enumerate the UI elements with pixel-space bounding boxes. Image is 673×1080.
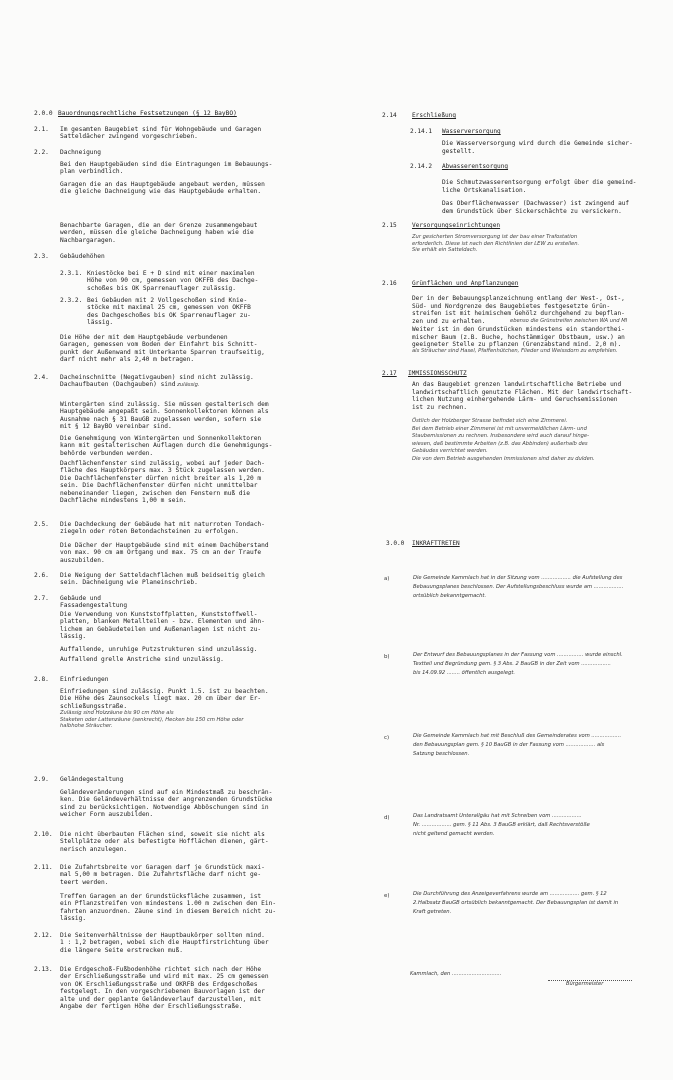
subsection-number: 2.3.2.	[60, 297, 83, 304]
section-text: Garagen die an das Hauptgebäude angebaut werden, müssen die gleiche Dachneigung wie das Hauptgebäude erhalten.	[60, 181, 265, 196]
section-number: 2.15	[382, 222, 397, 229]
section-text: Im gesamten Baugebiet sind für Wohngebäude und Garagen Satteldächer zwingend vorgeschrieben.	[60, 126, 262, 141]
entry-label-c: c)	[384, 735, 390, 741]
subsection-text: Kniestöcke bei E + D sind mit einer maximalen Höhe von 90 cm, gemessen von OKFFB des Dachge- schoßes bis OK Sparrenauflager zulässig.	[87, 270, 259, 292]
section-number: 2.2.	[34, 149, 49, 156]
section-title: Erschließung	[412, 112, 457, 119]
entry-label-b: b)	[384, 654, 390, 660]
section-text: Der in der Bebauungsplanzeichnung entlang der West-, Ost-, Süd- und Nordgrenze des Baugebietes festgesetzte Grün- streifen ist mit heimischem Gehölz durchgehend zu bepflan- zen und zu erhalten.	[412, 295, 625, 325]
section-number: 2.8.	[34, 676, 49, 683]
section-text: Die Genehmigung von Wintergärten und Sonnenkollektoren kann mit gestalterischen Auflagen durch die Genehmigungs- behörde verbunden werden.	[60, 435, 273, 457]
subsection-text: Die Wasserversorgung wird durch die Gemeinde sicher- gestellt.	[442, 140, 633, 155]
section-title: IMMISSIONSSCHUTZ	[408, 370, 467, 377]
section-number: 2.10.	[34, 831, 53, 838]
signature-role: Bürgermeister	[566, 981, 604, 987]
section-number: 2.7.	[34, 595, 49, 602]
section-number: 2.12.	[34, 932, 53, 939]
section-text: Die Dächer der Hauptgebäude sind mit einem Dachüberstand von max. 90 cm am Ortgang und max. 75 cm an der Traufe auszubilden.	[60, 542, 269, 564]
section-title: Grünflächen und Anpflanzungen	[412, 280, 519, 287]
handwritten-note: ebenso die Grünstreifen zwischen WA und MI	[510, 318, 628, 324]
section-text: Die nicht überbauten Flächen sind, soweit sie nicht als Stellplätze oder als befestigte Hofflächen dienen, gärt- nerisch anzulegen.	[60, 831, 269, 853]
section-number: 2.14	[382, 112, 397, 119]
subsection-title: Abwasserentsorgung	[442, 163, 509, 170]
section-number: 2.11.	[34, 864, 53, 871]
entry-text-a: Die Gemeinde Kammlach hat in der Sitzung vom .................. die Aufstellung des Bebauungsplanes beschlossen. Der Aufstellungsbeschluss wurde am .................. ortsüblich bekanntgemacht.	[413, 575, 624, 599]
section-title: Gebäudehöhen	[60, 253, 105, 260]
subsection-number: 2.14.1	[410, 128, 433, 135]
entry-text-e: Die Durchführung des Anzeigeverfahrens wurde am .................. gem. § 12 2.Halbsatz BauGB ortsüblich bekanntgemacht. Der Bebauungsplan ist damit in Kraft getreten.	[413, 891, 619, 915]
handwritten-note: Zulässig sind Holzzäune bis 90 cm Höhe als Staketen oder Lattenzäune (senkrecht), Hecken bis 150 cm Höhe oder halbhohe Sträucher.	[60, 710, 244, 730]
subsection-number: 2.14.2	[410, 163, 433, 170]
section-text: Einfriedungen sind zulässig. Punkt 1.5. ist zu beachten. Die Höhe des Zaunsockels liegt max. 20 cm über der Er- schließungsstraße.	[60, 688, 269, 710]
section-number: 2.3.	[34, 253, 49, 260]
section-number: 2.5.	[34, 521, 49, 528]
entry-label-e: e)	[384, 893, 390, 899]
section-title: Einfriedungen	[60, 676, 109, 683]
section-title: Geländegestaltung	[60, 776, 124, 783]
section-number: 2.16	[382, 280, 397, 287]
section-number: 2.9.	[34, 776, 49, 783]
section-number: 2.1.	[34, 126, 49, 133]
subsection-number: 2.3.1.	[60, 270, 83, 277]
section-text: Bei den Hauptgebäuden sind die Eintragungen im Bebauungs- plan verbindlich.	[60, 161, 273, 176]
section-text: Treffen Garagen an der Grundstücksfläche zusammen, ist ein Pflanzstreifen von mindestens 1.00 m zwischen den Ein- fahrten anzuordnen. Zäune sind in diesem Bereich nicht zu- lässig.	[60, 893, 277, 923]
section-text: Benachbarte Garagen, die an der Grenze zusammengebaut werden, müssen die gleiche Dachneigung haben wie die Nachbargaragen.	[60, 222, 258, 244]
section-text: Weiter ist in den Grundstücken mindestens ein standorthei- mischer Baum (z.B. Buche, hochstämmiger Obstbaum, usw.) an geeigneter Stelle zu pflanzen (Grenzabstand mind. 2,0 m).	[412, 326, 625, 349]
section-text: Die Erdgeschoß-Fußbodenhöhe richtet sich nach der Höhe der Erschließungsstraße und wird mit max. 25 cm gemessen von OK Erschließungsstraße und OKRFB des Erdgeschoßes festgelegt. In den vorgeschriebenen Bauvorlagen ist der alte und der geplante Geländeverlauf darzustellen, mit Angabe der fertigen Höhe der Erschließungsstraße.	[60, 966, 269, 1011]
section-number: 2.13.	[34, 966, 53, 973]
subsection-text: Das Oberflächenwasser (Dachwasser) ist zwingend auf dem Grundstück über Sickerschächte zu versickern.	[442, 200, 630, 215]
handwritten-note: als Sträucher sind Hasel, Pfaffenhütchen, Flieder und Weissdorn zu empfehlen.	[412, 348, 618, 354]
section-title: Bauordnungsrechtliche Festsetzungen (§ 12 BayBO)	[58, 110, 237, 117]
entry-text-d: Das Landratsamt Unterallgäu hat mit Schreiben vom .................. Nr. .................. gem. § 11 Abs. 3 BauGB erklärt, daß Rechtsverstöße nicht geltend gemacht werden.	[413, 813, 590, 837]
section-number: 2.0.0	[34, 110, 53, 117]
section-title: Dachneigung	[60, 149, 101, 156]
section-text: Dachflächenfenster sind zulässig, wobei auf jeder Dach- fläche des Hauptkörpers max. 3 Stück zugelassen werden. Die Dachflächenfenster dürfen nicht breiter als 1,20 m sein. Die Dachflächenfenster dürfen nicht unmittelbar nebeneinander liegen, zwischen den Fenstern muß die Dachfläche mindestens 1,00 m sein.	[60, 460, 265, 505]
section-text: Die Neigung der Satteldachflächen muß beidseitig gleich sein. Dachneigung wie Planeinschrieb.	[60, 572, 265, 587]
section-text: Die Höhe der mit dem Hauptgebäude verbundenen Garagen, gemessen vom Boden der Einfahrt bis Schnitt- punkt der Außenwand mit Unterkante Sparren traufseitig, darf nicht mehr als 2,40 m betragen.	[60, 334, 265, 364]
entry-label-a: a)	[384, 576, 390, 582]
section-text: Die Seitenverhältnisse der Hauptbaukörper sollten mind. 1 : 1,2 betragen, wobei sich die Hauptfirstrichtung über die längere Seite erstrecken muß.	[60, 932, 269, 954]
handwritten-note: zulässig.	[175, 382, 200, 389]
section-number: 3.0.0	[386, 540, 405, 547]
section-number: 2.17	[382, 370, 397, 377]
section-text: Wintergärten sind zulässig. Sie müssen gestalterisch dem Hauptgebäude angepaßt sein. Sonnenkollektoren können als Ausnahme nach § 31 BauGB zugelassen werden, sofern sie mit § 12 BayBO vereinbar sind.	[60, 401, 269, 431]
section-title: INKRAFTTRETEN	[412, 540, 460, 547]
signature-place-date: Kammlach, den ..............................	[410, 971, 502, 977]
subsection-text: Bei Gebäuden mit 2 Vollgeschoßen sind Knie- stöcke mit maximal 25 cm, gemessen von OKFFB des Dachgeschoßes bis OK Sparrenauflager zu- lässig.	[87, 297, 251, 327]
entry-text-b: Der Entwurf des Bebauungsplanes in der Fassung vom ................ wurde einschl. Textteil und Begründung gem. § 3 Abs. 2 BauGB in der Zeit vom .................. bis 14.09.92 ........ öffentlich ausgelegt.	[413, 652, 623, 676]
subsection-title: Wasserversorgung	[442, 128, 501, 135]
section-text: An das Baugebiet grenzen landwirtschaftliche Betriebe und landwirtschaftlich genutzte Flächen. Mit der landwirtschaft- lichen Nutzung einhergehende Lärm- und Geruchsemissionen ist zu rechnen.	[412, 381, 633, 411]
section-text: Auffallende, unruhige Putzstrukturen sind unzulässig.	[60, 646, 258, 653]
section-text: Die Verwendung von Kunststoffplatten, Kunststoffwell- platten, blanken Metallteilen - bzw. Elementen und ähn- lichem an Gebäudeteilen und Außenanlagen ist nicht zu- lässig.	[60, 611, 265, 641]
section-title: Gebäude und Fassadengestaltung	[60, 595, 128, 610]
section-text: Auffallend grelle Anstriche sind unzulässig.	[60, 656, 224, 663]
section-text: Die Zufahrtsbreite vor Garagen darf je Grundstück maxi- mal 5,00 m betragen. Die Zufahrtsfläche darf nicht ge- teert werden.	[60, 864, 265, 886]
section-text: Die Dachdeckung der Gebäude hat mit naturroten Tondach- ziegeln oder roten Betondachsteinen zu erfolgen.	[60, 521, 265, 536]
section-number: 2.4.	[34, 374, 49, 381]
handwritten-note: Östlich der Holzberger Strasse befindet sich eine Zimmerei. Bei dem Betrieb einer Zimmerei ist mit unvermeidlichen Lärm- und Staubemissionen zu rechnen. Insbesondere wird auch darauf hinge- wiesen, daß bestimmte Arbeiten (z.B. das Abbinden) außerhalb des Gebäudes verrichtet werden. Die von dem Betrieb ausgehenden Immissionen sind daher zu dulden.	[412, 418, 595, 462]
section-text: Geländeveränderungen sind auf ein Mindestmaß zu beschrän- ken. Die Geländeverhältnisse der angrenzenden Grundstücke sind zu berücksichtigen. Notwendige Abböschungen sind in weicher Form auszubilden.	[60, 789, 273, 819]
section-title: Versorgungseinrichtungen	[412, 222, 501, 229]
subsection-text: Die Schmutzwasserentsorgung erfolgt über die gemeind- liche Ortskanalisation.	[442, 179, 637, 194]
entry-label-d: d)	[384, 815, 390, 821]
section-number: 2.6.	[34, 572, 49, 579]
handwritten-note: Zur gesicherten Stromversorgung ist der bau einer Trafostation erforderlich. Diese ist nach den Richtlinien der LEW zu erstellen. Sie erhält ein Satteldach.	[412, 234, 580, 254]
section-text: Dacheinschnitte (Negativgauben) sind nicht zulässig. Dachaufbauten (Dachgauben) sind zulässig.	[60, 374, 254, 389]
entry-text-c: Die Gemeinde Kammlach hat mit Beschluß des Gemeinderates vom .................. den Bebauungsplan gem. § 10 BauGB in der Fassung vom .................. als Satzung beschlossen.	[413, 733, 622, 757]
